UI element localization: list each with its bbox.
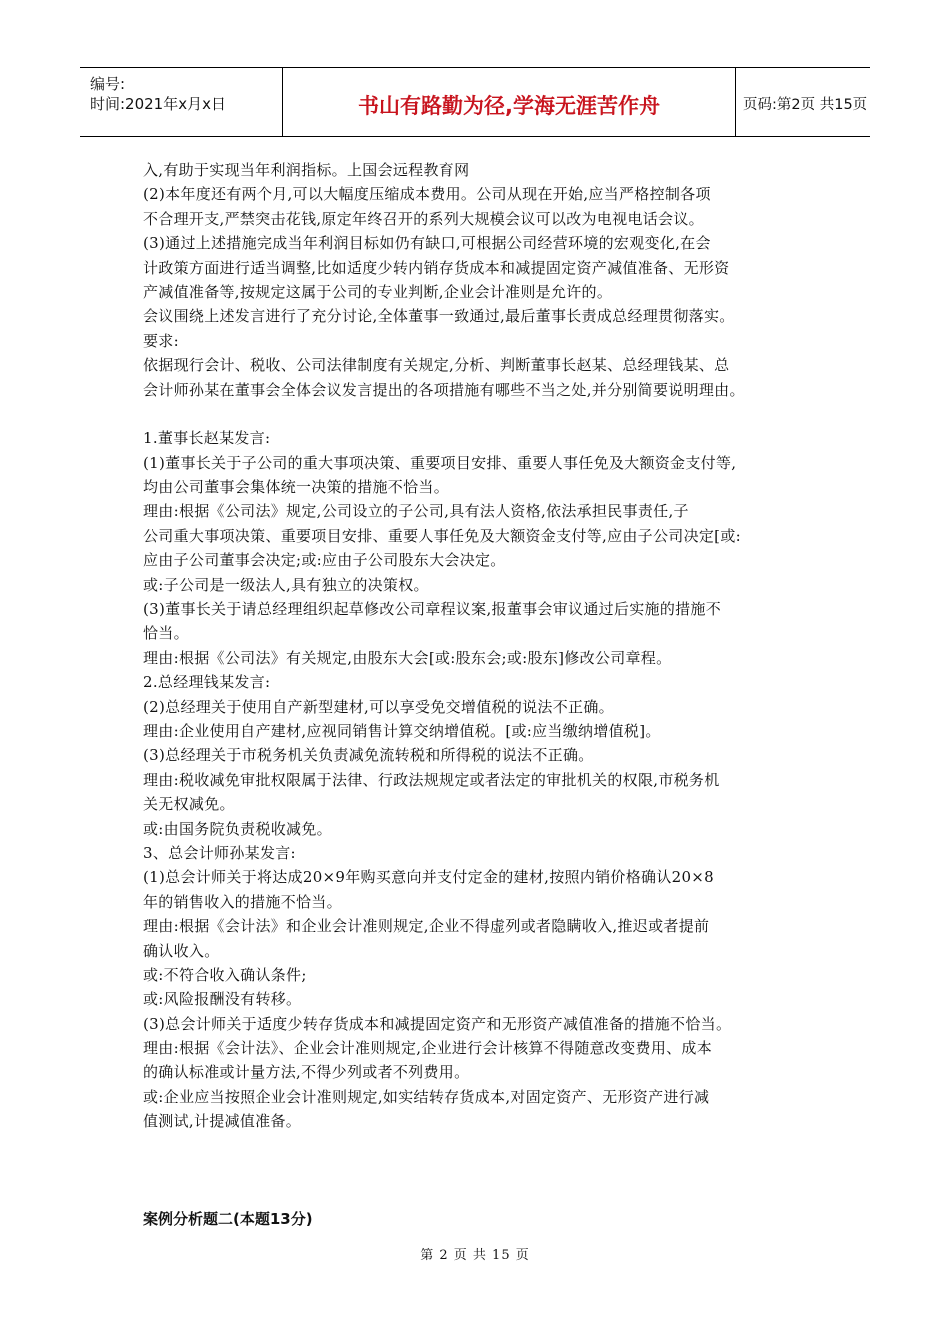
body-line: 入,有助于实现当年利润指标。上国会远程教育网 (143, 161, 470, 179)
body-line: 确认收入。 (143, 941, 220, 960)
body-line: (3)通过上述措施完成当年利润目标如仍有缺口,可根据公司经营环境的宏观变化,在会 (143, 234, 711, 253)
body-line: 应由子公司董事会决定;或:应由子公司股东大会决定。 (143, 551, 506, 570)
body-line: 要求: (143, 331, 179, 350)
body-line: (1)总会计师关于将达成20×9年购买意向并支付定金的建材,按照内销价格确认20×8 (143, 868, 715, 887)
body-line: (3)总经理关于市税务机关负责减免流转税和所得税的说法不正确。 (143, 746, 594, 765)
body-line: 产减值准备等,按规定这属于公司的专业判断,企业会计准则是允许的。 (143, 282, 613, 301)
body-line: 均由公司董事会集体统一决策的措施不恰当。 (143, 478, 450, 497)
page-header (80, 67, 870, 137)
body-line: 不合理开支,严禁突击花钱,原定年终召开的系列大规模会议可以改为电视电话会议。 (143, 209, 704, 228)
body-line: 理由:企业使用自产建材,应视同销售计算交纳增值税。[或:应当缴纳增值税]。 (143, 721, 661, 740)
body-line: 计政策方面进行适当调整,比如适度少转内销存货成本和减提固定资产减值准备、无形资 (143, 258, 730, 277)
body-line: 或:不符合收入确认条件; (143, 965, 307, 984)
document-body (143, 158, 815, 1134)
blank-line (143, 402, 815, 426)
body-line: 的确认标准或计量方法,不得少列或者不列费用。 (143, 1063, 470, 1082)
body-line: (2)本年度还有两个月,可以大幅度压缩成本费用。公司从现在开始,应当严格控制各项 (143, 185, 711, 204)
body-line: 理由:根据《会计法》、企业会计准则规定,企业进行会计核算不得随意改变费用、成本 (143, 1039, 713, 1058)
case-heading: 案例分析题二(本题13分) (143, 1210, 313, 1228)
body-line: 恰当。 (143, 624, 189, 643)
document-date-label: 时间:2021年x月x日 (90, 95, 226, 113)
body-line: (2)总经理关于使用自产新型建材,可以享受免交增值税的说法不正确。 (143, 697, 614, 716)
body-line: 3、总会计师孙某发言: (143, 843, 296, 862)
header-motto: 书山有路勤为径,学海无涯苦作舟 (358, 94, 660, 118)
body-line: 年的销售收入的措施不恰当。 (143, 892, 342, 911)
body-line: 2.总经理钱某发言: (143, 673, 271, 692)
body-line: 公司重大事项决策、重要项目安排、重要人事任免及大额资金支付等,应由子公司决定[或: (143, 526, 741, 545)
body-line: (3)董事长关于请总经理组织起草修改公司章程议案,报董事会审议通过后实施的措施不 (143, 600, 722, 619)
page-footer: 第 2 页 共 15 页 (420, 1248, 530, 1263)
body-line: (3)总会计师关于适度少转存货成本和减提固定资产和无形资产减值准备的措施不恰当。 (143, 1014, 732, 1033)
body-line: 关无权减免。 (143, 795, 235, 814)
body-line: 或:由国务院负责税收减免。 (143, 819, 332, 838)
body-line: 会计师孙某在董事会全体会议发言提出的各项措施有哪些不当之处,并分别简要说明理由。 (143, 380, 745, 399)
body-line: 或:风险报酬没有转移。 (143, 990, 302, 1009)
header-page-cell (735, 68, 870, 136)
header-motto-cell (282, 68, 736, 136)
body-line: (1)董事长关于子公司的重大事项决策、重要项目安排、重要人事任免及大额资金支付等, (143, 453, 737, 472)
body-line: 理由:税收减免审批权限属于法律、行政法规规定或者法定的审批机关的权限,市税务机 (143, 770, 720, 789)
body-line: 值测试,计提减值准备。 (143, 1112, 302, 1131)
body-line: 理由:根据《会计法》和企业会计准则规定,企业不得虚列或者隐瞒收入,推迟或者提前 (143, 917, 710, 936)
body-line: 1.董事长赵某发言: (143, 429, 271, 448)
body-line: 会议围绕上述发言进行了充分讨论,全体董事一致通过,最后董事长责成总经理贯彻落实。 (143, 307, 735, 326)
header-page-number: 页码:第2页 共15页 (743, 97, 868, 113)
body-line: 理由:根据《公司法》有关规定,由股东大会[或:股东会;或:股东]修改公司章程。 (143, 648, 672, 667)
header-left-cell (80, 68, 282, 136)
body-line: 依据现行会计、税收、公司法律制度有关规定,分析、判断董事长赵某、总经理钱某、总 (143, 356, 730, 375)
document-number-label: 编号: (90, 75, 126, 93)
body-line: 理由:根据《公司法》规定,公司设立的子公司,具有法人资格,依法承担民事责任,子 (143, 502, 689, 521)
body-line: 或:子公司是一级法人,具有独立的决策权。 (143, 575, 429, 594)
body-line: 或:企业应当按照企业会计准则规定,如实结转存货成本,对固定资产、无形资产进行减 (143, 1087, 710, 1106)
